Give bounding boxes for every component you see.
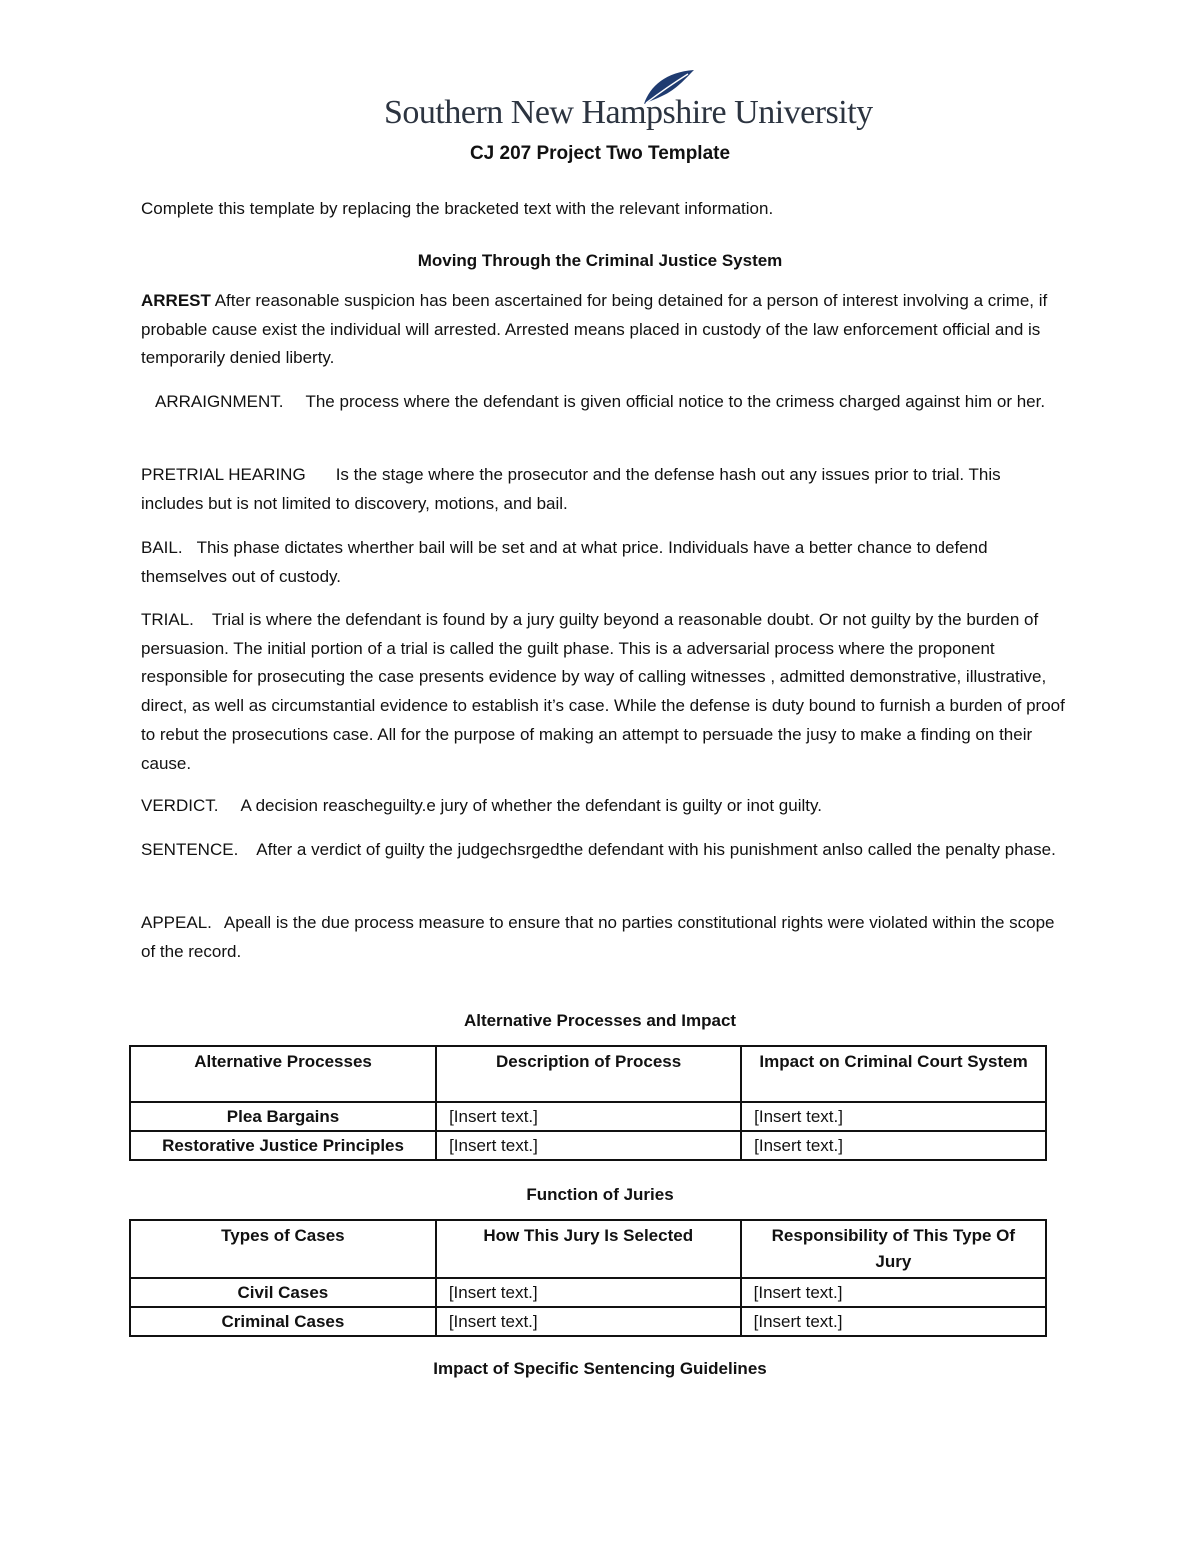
function-of-juries-table — [129, 1219, 1047, 1337]
row-label: Plea Bargains — [130, 1102, 436, 1131]
entry-text: The process where the defendant is given official notice to the crimess charged against him or her. — [305, 392, 1046, 411]
logo-wordmark: Southern New Hampshire University — [384, 94, 873, 131]
table-header-cell: Impact on Criminal Court System — [741, 1046, 1046, 1102]
entry-verdict — [141, 792, 1066, 821]
table-header-cell: Types of Cases — [130, 1220, 436, 1278]
entry-bail — [141, 534, 1066, 591]
table-header-row — [130, 1220, 1046, 1278]
section-heading-function-of-juries: Function of Juries — [526, 1185, 674, 1204]
table-cell: [Insert text.] — [741, 1307, 1046, 1336]
entry-term: PRETRIAL HEARING — [141, 465, 306, 484]
leaf-icon — [636, 68, 696, 106]
table-row — [130, 1307, 1046, 1336]
table-header-row — [130, 1046, 1046, 1102]
table-cell: [Insert text.] — [741, 1131, 1046, 1160]
entry-term: VERDICT. — [141, 796, 219, 815]
table-row — [130, 1131, 1046, 1160]
entry-term: BAIL. — [141, 538, 183, 557]
entry-term: TRIAL. — [141, 610, 194, 629]
table-cell: [Insert text.] — [436, 1307, 741, 1336]
entry-text: A decision reascheguilty.e jury of whether the defendant is guilty or inot guilty. — [240, 796, 822, 815]
table-header-cell: Responsibility of This Type Of Jury — [741, 1220, 1046, 1278]
table-header-cell: Description of Process — [436, 1046, 741, 1102]
entry-trial — [141, 606, 1066, 778]
table-cell: [Insert text.] — [436, 1131, 741, 1160]
table-cell: [Insert text.] — [436, 1278, 741, 1307]
entry-arraignment — [141, 388, 1066, 417]
table-cell: [Insert text.] — [436, 1102, 741, 1131]
entry-arrest — [141, 287, 1066, 373]
entry-term: APPEAL. — [141, 913, 212, 932]
section-heading-alternative-processes: Alternative Processes and Impact — [463, 1011, 737, 1030]
entry-term: ARREST — [141, 291, 211, 310]
table-header-cell: How This Jury Is Selected — [436, 1220, 741, 1278]
section-heading-criminal-justice: Moving Through the Criminal Justice System — [417, 251, 783, 270]
entry-text: Is the stage where the prosecutor and the defense hash out any issues prior to trial. This includes but is not limited to discovery, motions, and bail. — [141, 465, 1001, 513]
entry-text: After a verdict of guilty the judgechsrgedthe defendant with his punishment anlso called the penalty phase. — [256, 840, 1056, 859]
alternative-processes-table — [129, 1045, 1047, 1161]
table-header-cell: Alternative Processes — [130, 1046, 436, 1102]
row-label: Criminal Cases — [130, 1307, 436, 1336]
row-label: Civil Cases — [130, 1278, 436, 1307]
page-title: CJ 207 Project Two Template — [469, 143, 731, 164]
entry-text: After reasonable suspicion has been ascertained for being detained for a person of interest involving a crime, if probable cause exist the individual will arrested. Arrested means placed in custody of the law enforcement official and is temporarily denied liberty. — [141, 291, 1048, 368]
entry-sentence — [141, 836, 1066, 865]
entry-text: Trial is where the defendant is found by a jury guilty beyond a reasonable doubt. Or not guilty by the burden of persuasion. The initial portion of a trial is called the guilt phase. This is a adversarial process where the proponent responsible for prosecuting the case presents evidence by way of calling witnesses , admitted demonstrative, illustrative, direct, as well as circumstantial evidence to establish it’s case. While the defense is duty bound to furnish a burden of proof to rebut the prosecutions case. All for the purpose of making an attempt to persuade the jusy to make a finding on their cause. — [141, 610, 1065, 773]
instructions-text: Complete this template by replacing the bracketed text with the relevant information. — [141, 199, 774, 218]
table-cell: [Insert text.] — [741, 1102, 1046, 1131]
entry-text: This phase dictates wherther bail will be set and at what price. Individuals have a better chance to defend themselves out of custody. — [141, 538, 988, 586]
section-heading-sentencing-guidelines: Impact of Specific Sentencing Guidelines — [433, 1359, 767, 1378]
table-row — [130, 1278, 1046, 1307]
entry-term: ARRAIGNMENT. — [155, 392, 284, 411]
table-cell: [Insert text.] — [741, 1278, 1046, 1307]
university-logo — [384, 68, 873, 138]
entry-appeal — [141, 909, 1066, 966]
row-label: Restorative Justice Principles — [130, 1131, 436, 1160]
table-row — [130, 1102, 1046, 1131]
entry-pretrial-hearing — [141, 461, 1066, 518]
entry-text: Apeall is the due process measure to ensure that no parties constitutional rights were violated within the scope of the record. — [141, 913, 1055, 961]
entry-term: SENTENCE. — [141, 840, 239, 859]
